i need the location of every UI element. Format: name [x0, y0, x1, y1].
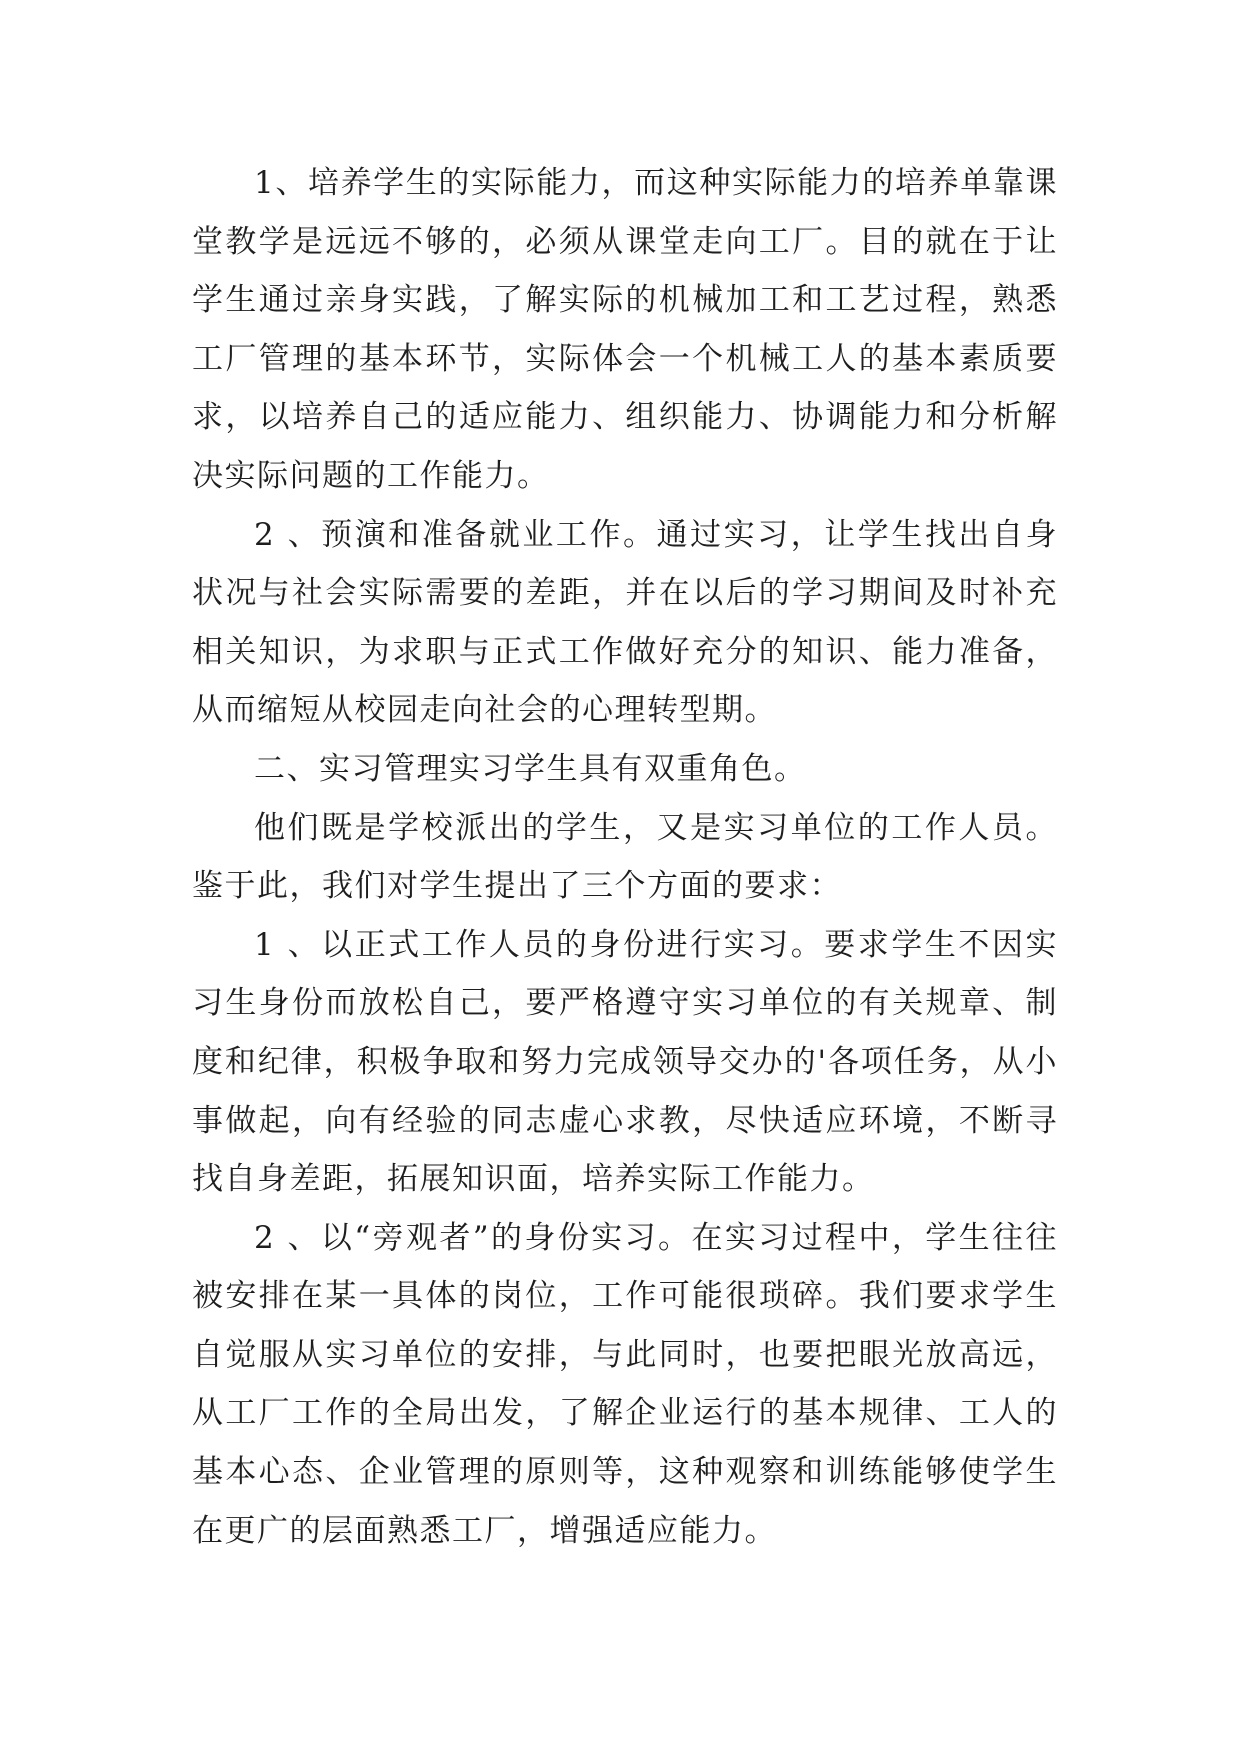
paragraph-6: 2 、以“旁观者”的身份实习。在实习过程中，学生往往被安排在某一具体的岗位，工作可能很琐碎。我们要求学生自觉服从实习单位的安排，与此同时，也要把眼光放高远，从工厂工作的全局出发，了解企业运行的基本规律、工人的基本心态、企业管理的原则等，这种观察和训练能够使学生在更广的层面熟悉工厂，增强适应能力。	[192, 1219, 1058, 1549]
paragraph-2: 2 、预演和准备就业工作。通过实习，让学生找出自身状况与社会实际需要的差距，并在以后的学习期间及时补充相关知识，为求职与正式工作做好充分的知识、能力准备，从而缩短从校园走向社会的心理转型期。	[192, 516, 1058, 729]
document-body	[192, 154, 1058, 1560]
paragraph-3: 二、实习管理实习学生具有双重角色。	[254, 750, 807, 787]
paragraph-5: 1 、以正式工作人员的身份进行实习。要求学生不因实习生身份而放松自己，要严格遵守实习单位的有关规章、制度和纪律，积极争取和努力完成领导交办的'各项任务，从小事做起，向有经验的同志虚心求教，尽快适应环境，不断寻找自身差距，拓展知识面，培养实际工作能力。	[192, 926, 1058, 1198]
paragraph-4: 他们既是学校派出的学生，又是实习单位的工作人员。鉴于此，我们对学生提出了三个方面的要求：	[192, 809, 1058, 905]
paragraph-1: 1、培养学生的实际能力，而这种实际能力的培养单靠课堂教学是远远不够的，必须从课堂走向工厂。目的就在于让学生通过亲身实践，了解实际的机械加工和工艺过程，熟悉工厂管理的基本环节，实际体会一个机械工人的基本素质要求，以培养自己的适应能力、组织能力、协调能力和分析解决实际问题的工作能力。	[192, 165, 1058, 494]
